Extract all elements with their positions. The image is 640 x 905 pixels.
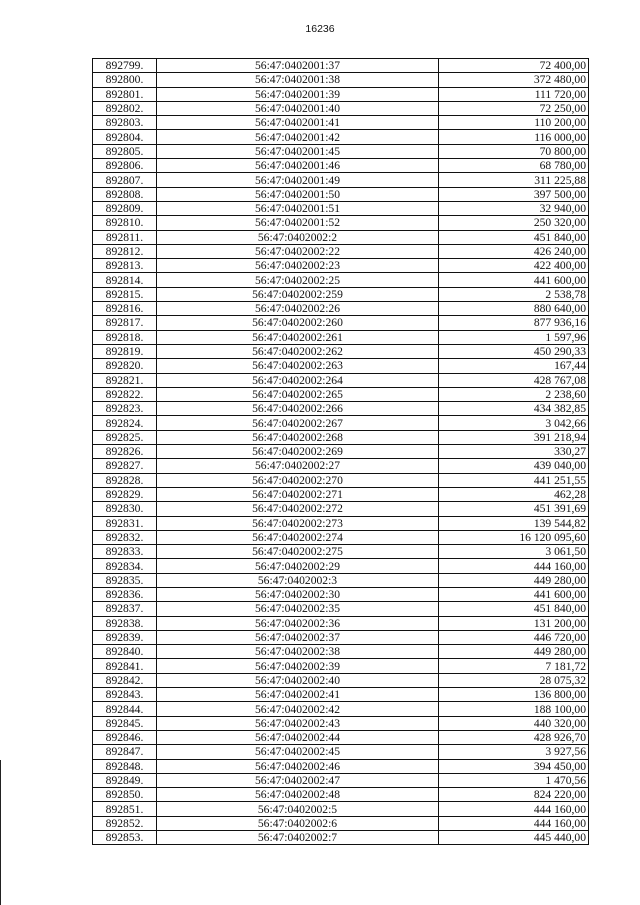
cadastral-number-cell: 56:47:0402002:271 — [157, 487, 439, 501]
table-row — [93, 487, 589, 501]
row-number-cell: 892826. — [93, 445, 157, 459]
table-row — [93, 630, 589, 644]
table-row — [93, 659, 589, 673]
cadastral-number-cell: 56:47:0402002:37 — [157, 630, 439, 644]
cadastral-value-cell: 426 240,00 — [439, 244, 589, 258]
table-row — [93, 816, 589, 830]
cadastral-number-cell: 56:47:0402002:29 — [157, 559, 439, 573]
cadastral-number-cell: 56:47:0402002:26 — [157, 302, 439, 316]
cadastral-number-cell: 56:47:0402001:39 — [157, 87, 439, 101]
cadastral-number-cell: 56:47:0402002:266 — [157, 402, 439, 416]
cadastral-number-cell: 56:47:0402002:264 — [157, 373, 439, 387]
cadastral-number-cell: 56:47:0402002:5 — [157, 802, 439, 816]
cadastral-number-cell: 56:47:0402001:52 — [157, 216, 439, 230]
row-number-cell: 892818. — [93, 330, 157, 344]
cadastral-value-cell: 441 251,55 — [439, 473, 589, 487]
cadastral-value-cell: 428 926,70 — [439, 730, 589, 744]
cadastral-number-cell: 56:47:0402002:35 — [157, 602, 439, 616]
table-row — [93, 302, 589, 316]
table-row — [93, 459, 589, 473]
cadastral-value-cell: 68 780,00 — [439, 159, 589, 173]
row-number-cell: 892801. — [93, 87, 157, 101]
cadastral-number-cell: 56:47:0402002:25 — [157, 273, 439, 287]
table-row — [93, 130, 589, 144]
table-row — [93, 788, 589, 802]
table-row — [93, 259, 589, 273]
cadastral-number-cell: 56:47:0402002:46 — [157, 759, 439, 773]
row-number-cell: 892808. — [93, 187, 157, 201]
cadastral-value-cell: 439 040,00 — [439, 459, 589, 473]
table-row — [93, 201, 589, 215]
table-row — [93, 587, 589, 601]
table-row — [93, 516, 589, 530]
table-row — [93, 802, 589, 816]
table-row — [93, 144, 589, 158]
table-row — [93, 387, 589, 401]
cadastral-value-cell: 7 181,72 — [439, 659, 589, 673]
table-row — [93, 716, 589, 730]
page-number: 16236 — [305, 23, 335, 35]
cadastral-value-cell: 391 218,94 — [439, 430, 589, 444]
cadastral-value-cell: 70 800,00 — [439, 144, 589, 158]
table-body — [93, 59, 589, 845]
row-number-cell: 892822. — [93, 387, 157, 401]
cadastral-value-cell: 32 940,00 — [439, 201, 589, 215]
cadastral-value-cell: 434 382,85 — [439, 402, 589, 416]
cadastral-value-cell: 116 000,00 — [439, 130, 589, 144]
cadastral-number-cell: 56:47:0402002:259 — [157, 287, 439, 301]
table-row — [93, 445, 589, 459]
cadastral-number-cell: 56:47:0402002:262 — [157, 344, 439, 358]
cadastral-value-cell: 311 225,88 — [439, 173, 589, 187]
cadastral-value-cell: 450 290,33 — [439, 344, 589, 358]
row-number-cell: 892830. — [93, 502, 157, 516]
cadastral-number-cell: 56:47:0402002:261 — [157, 330, 439, 344]
table-row — [93, 330, 589, 344]
row-number-cell: 892804. — [93, 130, 157, 144]
table-row — [93, 187, 589, 201]
row-number-cell: 892821. — [93, 373, 157, 387]
cadastral-value-cell: 16 120 095,60 — [439, 530, 589, 544]
row-number-cell: 892811. — [93, 230, 157, 244]
cadastral-number-cell: 56:47:0402002:40 — [157, 673, 439, 687]
cadastral-value-table — [92, 58, 589, 845]
row-number-cell: 892823. — [93, 402, 157, 416]
cadastral-value-cell: 3 042,66 — [439, 416, 589, 430]
cadastral-value-cell: 880 640,00 — [439, 302, 589, 316]
cadastral-value-cell: 3 061,50 — [439, 545, 589, 559]
cadastral-value-cell: 188 100,00 — [439, 702, 589, 716]
row-number-cell: 892802. — [93, 101, 157, 115]
row-number-cell: 892814. — [93, 273, 157, 287]
cadastral-value-cell: 441 600,00 — [439, 587, 589, 601]
cadastral-value-cell: 451 840,00 — [439, 230, 589, 244]
cadastral-value-cell: 28 075,32 — [439, 673, 589, 687]
row-number-cell: 892852. — [93, 816, 157, 830]
row-number-cell: 892834. — [93, 559, 157, 573]
table-row — [93, 645, 589, 659]
cadastral-number-cell: 56:47:0402002:48 — [157, 788, 439, 802]
table-row — [93, 616, 589, 630]
row-number-cell: 892833. — [93, 545, 157, 559]
cadastral-number-cell: 56:47:0402002:38 — [157, 645, 439, 659]
cadastral-number-cell: 56:47:0402002:47 — [157, 773, 439, 787]
row-number-cell: 892815. — [93, 287, 157, 301]
row-number-cell: 892850. — [93, 788, 157, 802]
row-number-cell: 892846. — [93, 730, 157, 744]
cadastral-number-cell: 56:47:0402002:39 — [157, 659, 439, 673]
cadastral-value-cell: 136 800,00 — [439, 688, 589, 702]
cadastral-number-cell: 56:47:0402002:6 — [157, 816, 439, 830]
scan-edge-line — [0, 760, 1, 905]
table-row — [93, 673, 589, 687]
table-row — [93, 759, 589, 773]
cadastral-number-cell: 56:47:0402002:269 — [157, 445, 439, 459]
cadastral-number-cell: 56:47:0402002:272 — [157, 502, 439, 516]
cadastral-number-cell: 56:47:0402002:27 — [157, 459, 439, 473]
table-row — [93, 159, 589, 173]
cadastral-number-cell: 56:47:0402002:23 — [157, 259, 439, 273]
cadastral-value-cell: 1 597,96 — [439, 330, 589, 344]
table-row — [93, 59, 589, 73]
cadastral-number-cell: 56:47:0402002:265 — [157, 387, 439, 401]
table-row — [93, 73, 589, 87]
row-number-cell: 892805. — [93, 144, 157, 158]
cadastral-value-cell: 428 767,08 — [439, 373, 589, 387]
cadastral-number-cell: 56:47:0402002:44 — [157, 730, 439, 744]
cadastral-number-cell: 56:47:0402002:45 — [157, 745, 439, 759]
table-row — [93, 559, 589, 573]
row-number-cell: 892843. — [93, 688, 157, 702]
table-row — [93, 530, 589, 544]
row-number-cell: 892842. — [93, 673, 157, 687]
table-row — [93, 702, 589, 716]
cadastral-value-cell: 250 320,00 — [439, 216, 589, 230]
cadastral-number-cell: 56:47:0402002:267 — [157, 416, 439, 430]
table-row — [93, 402, 589, 416]
row-number-cell: 892847. — [93, 745, 157, 759]
cadastral-number-cell: 56:47:0402002:43 — [157, 716, 439, 730]
table-row — [93, 244, 589, 258]
cadastral-value-cell: 1 470,56 — [439, 773, 589, 787]
cadastral-value-cell: 167,44 — [439, 359, 589, 373]
cadastral-number-cell: 56:47:0402002:22 — [157, 244, 439, 258]
cadastral-number-cell: 56:47:0402002:3 — [157, 573, 439, 587]
cadastral-number-cell: 56:47:0402002:42 — [157, 702, 439, 716]
cadastral-number-cell: 56:47:0402001:51 — [157, 201, 439, 215]
row-number-cell: 892806. — [93, 159, 157, 173]
cadastral-number-cell: 56:47:0402001:42 — [157, 130, 439, 144]
cadastral-number-cell: 56:47:0402001:38 — [157, 73, 439, 87]
table-row — [93, 430, 589, 444]
table-row — [93, 545, 589, 559]
row-number-cell: 892812. — [93, 244, 157, 258]
cadastral-value-cell: 110 200,00 — [439, 116, 589, 130]
cadastral-value-cell: 330,27 — [439, 445, 589, 459]
cadastral-value-cell: 139 544,82 — [439, 516, 589, 530]
row-number-cell: 892827. — [93, 459, 157, 473]
cadastral-value-cell: 394 450,00 — [439, 759, 589, 773]
cadastral-value-cell: 131 200,00 — [439, 616, 589, 630]
table-row — [93, 101, 589, 115]
cadastral-value-cell: 440 320,00 — [439, 716, 589, 730]
cadastral-value-cell: 449 280,00 — [439, 573, 589, 587]
row-number-cell: 892819. — [93, 344, 157, 358]
table-row — [93, 831, 589, 845]
cadastral-value-cell: 445 440,00 — [439, 831, 589, 845]
table-row — [93, 216, 589, 230]
row-number-cell: 892800. — [93, 73, 157, 87]
table-row — [93, 373, 589, 387]
row-number-cell: 892825. — [93, 430, 157, 444]
row-number-cell: 892803. — [93, 116, 157, 130]
table-row — [93, 473, 589, 487]
table-row — [93, 730, 589, 744]
cadastral-number-cell: 56:47:0402002:263 — [157, 359, 439, 373]
cadastral-value-cell: 451 391,69 — [439, 502, 589, 516]
cadastral-number-cell: 56:47:0402002:275 — [157, 545, 439, 559]
row-number-cell: 892835. — [93, 573, 157, 587]
cadastral-number-cell: 56:47:0402002:273 — [157, 516, 439, 530]
row-number-cell: 892831. — [93, 516, 157, 530]
row-number-cell: 892813. — [93, 259, 157, 273]
cadastral-number-cell: 56:47:0402001:41 — [157, 116, 439, 130]
cadastral-value-cell: 444 160,00 — [439, 559, 589, 573]
table-row — [93, 688, 589, 702]
table-row — [93, 116, 589, 130]
table-row — [93, 773, 589, 787]
cadastral-value-cell: 449 280,00 — [439, 645, 589, 659]
table-row — [93, 344, 589, 358]
cadastral-number-cell: 56:47:0402001:45 — [157, 144, 439, 158]
row-number-cell: 892809. — [93, 201, 157, 215]
cadastral-value-cell: 372 480,00 — [439, 73, 589, 87]
row-number-cell: 892838. — [93, 616, 157, 630]
table-row — [93, 573, 589, 587]
row-number-cell: 892829. — [93, 487, 157, 501]
row-number-cell: 892836. — [93, 587, 157, 601]
cadastral-number-cell: 56:47:0402002:30 — [157, 587, 439, 601]
table-row — [93, 502, 589, 516]
row-number-cell: 892841. — [93, 659, 157, 673]
table-row — [93, 87, 589, 101]
cadastral-value-cell: 462,28 — [439, 487, 589, 501]
table-row — [93, 359, 589, 373]
cadastral-value-cell: 2 238,60 — [439, 387, 589, 401]
cadastral-number-cell: 56:47:0402002:260 — [157, 316, 439, 330]
table-row — [93, 287, 589, 301]
row-number-cell: 892828. — [93, 473, 157, 487]
table-row — [93, 416, 589, 430]
row-number-cell: 892824. — [93, 416, 157, 430]
cadastral-value-cell: 877 936,16 — [439, 316, 589, 330]
row-number-cell: 892844. — [93, 702, 157, 716]
cadastral-value-cell: 422 400,00 — [439, 259, 589, 273]
cadastral-number-cell: 56:47:0402001:40 — [157, 101, 439, 115]
row-number-cell: 892817. — [93, 316, 157, 330]
cadastral-value-cell: 72 250,00 — [439, 101, 589, 115]
cadastral-number-cell: 56:47:0402002:2 — [157, 230, 439, 244]
row-number-cell: 892832. — [93, 530, 157, 544]
cadastral-value-cell: 72 400,00 — [439, 59, 589, 73]
row-number-cell: 892799. — [93, 59, 157, 73]
cadastral-number-cell: 56:47:0402002:7 — [157, 831, 439, 845]
cadastral-value-cell: 444 160,00 — [439, 816, 589, 830]
row-number-cell: 892820. — [93, 359, 157, 373]
cadastral-number-cell: 56:47:0402002:36 — [157, 616, 439, 630]
cadastral-value-cell: 441 600,00 — [439, 273, 589, 287]
cadastral-value-cell: 2 538,78 — [439, 287, 589, 301]
table-row — [93, 173, 589, 187]
row-number-cell: 892851. — [93, 802, 157, 816]
table-row — [93, 316, 589, 330]
cadastral-number-cell: 56:47:0402001:49 — [157, 173, 439, 187]
row-number-cell: 892849. — [93, 773, 157, 787]
cadastral-value-cell: 3 927,56 — [439, 745, 589, 759]
row-number-cell: 892837. — [93, 602, 157, 616]
cadastral-number-cell: 56:47:0402001:50 — [157, 187, 439, 201]
row-number-cell: 892839. — [93, 630, 157, 644]
cadastral-number-cell: 56:47:0402002:268 — [157, 430, 439, 444]
cadastral-number-cell: 56:47:0402001:46 — [157, 159, 439, 173]
row-number-cell: 892853. — [93, 831, 157, 845]
row-number-cell: 892845. — [93, 716, 157, 730]
cadastral-value-cell: 111 720,00 — [439, 87, 589, 101]
cadastral-value-cell: 824 220,00 — [439, 788, 589, 802]
cadastral-number-cell: 56:47:0402002:270 — [157, 473, 439, 487]
cadastral-number-cell: 56:47:0402002:41 — [157, 688, 439, 702]
table-row — [93, 602, 589, 616]
row-number-cell: 892840. — [93, 645, 157, 659]
cadastral-value-cell: 397 500,00 — [439, 187, 589, 201]
cadastral-value-cell: 451 840,00 — [439, 602, 589, 616]
cadastral-number-cell: 56:47:0402002:274 — [157, 530, 439, 544]
table-row — [93, 745, 589, 759]
cadastral-value-cell: 444 160,00 — [439, 802, 589, 816]
row-number-cell: 892807. — [93, 173, 157, 187]
table-row — [93, 230, 589, 244]
row-number-cell: 892816. — [93, 302, 157, 316]
table-row — [93, 273, 589, 287]
row-number-cell: 892810. — [93, 216, 157, 230]
cadastral-value-cell: 446 720,00 — [439, 630, 589, 644]
cadastral-number-cell: 56:47:0402001:37 — [157, 59, 439, 73]
row-number-cell: 892848. — [93, 759, 157, 773]
